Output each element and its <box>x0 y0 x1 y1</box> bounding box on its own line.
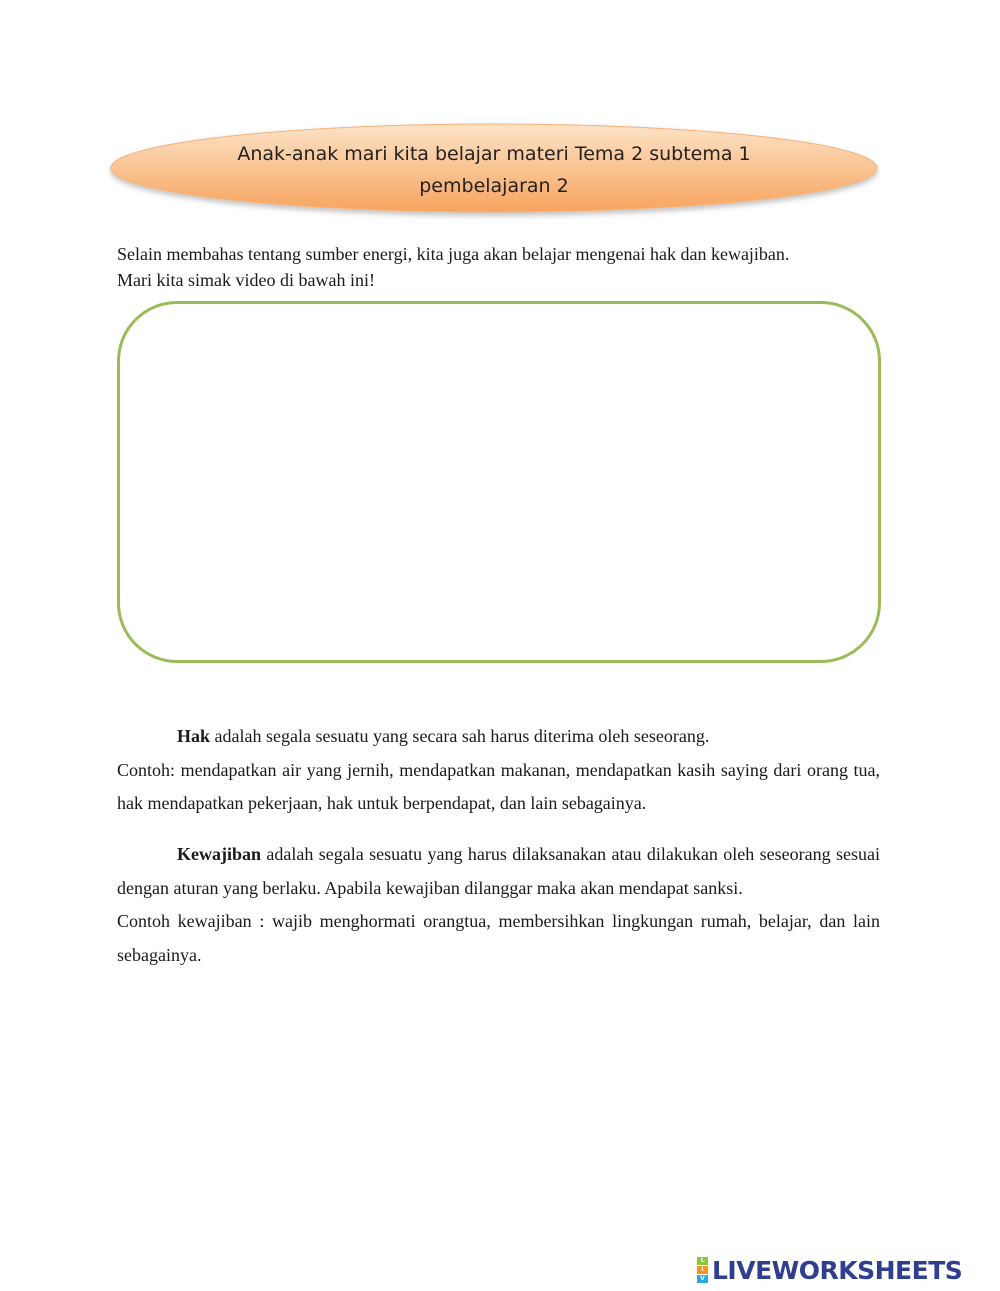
hak-definition <box>117 720 880 754</box>
logo-text: LIVEWORKSHEETS <box>712 1255 963 1285</box>
video-placeholder-frame[interactable] <box>117 301 881 663</box>
intro-text <box>117 241 887 293</box>
hak-example: Contoh: mendapatkan air yang jernih, mendapatkan makanan, mendapatkan kasih saying dari orang tua, hak mendapatkan pekerjaan, hak untuk berpendapat, dan lain sebagainya. <box>117 759 880 813</box>
kewajiban-definition-text: adalah segala sesuatu yang harus dilaksanakan atau dilakukan oleh seseorang sesuai dengan aturan yang berlaku. Apabila kewajiban dilanggar maka akan mendapat sanksi. <box>117 844 880 898</box>
banner-title-line-1: Anak-anak mari kita belajar materi Tema 2 subtema 1 <box>237 143 751 165</box>
kewajiban-definition <box>117 838 880 905</box>
banner-title <box>108 120 880 220</box>
kewajiban-term: Kewajiban <box>177 844 262 864</box>
hak-term: Hak <box>177 726 211 746</box>
hak-definition-text: adalah segala sesuatu yang secara sah harus diterima oleh seseorang. <box>210 726 710 746</box>
intro-line-2: Mari kita simak video di bawah ini! <box>117 270 375 290</box>
logo-mark-l: L <box>697 1257 708 1265</box>
logo-mark-i: I <box>697 1266 708 1274</box>
intro-line-1: Selain membahas tentang sumber energi, kita juga akan belajar mengenai hak dan kewajiban. <box>117 244 790 264</box>
hak-section <box>117 720 880 821</box>
liveworksheets-logo-icon <box>697 1257 708 1283</box>
banner-title-line-2: pembelajaran 2 <box>419 175 569 197</box>
title-banner <box>108 120 880 220</box>
liveworksheets-logo[interactable] <box>697 1255 962 1285</box>
logo-mark-v: V <box>697 1275 708 1283</box>
kewajiban-example: Contoh kewajiban : wajib menghormati orangtua, membersihkan lingkungan rumah, belajar, dan lain sebagainya. <box>117 911 880 965</box>
kewajiban-section <box>117 838 880 972</box>
